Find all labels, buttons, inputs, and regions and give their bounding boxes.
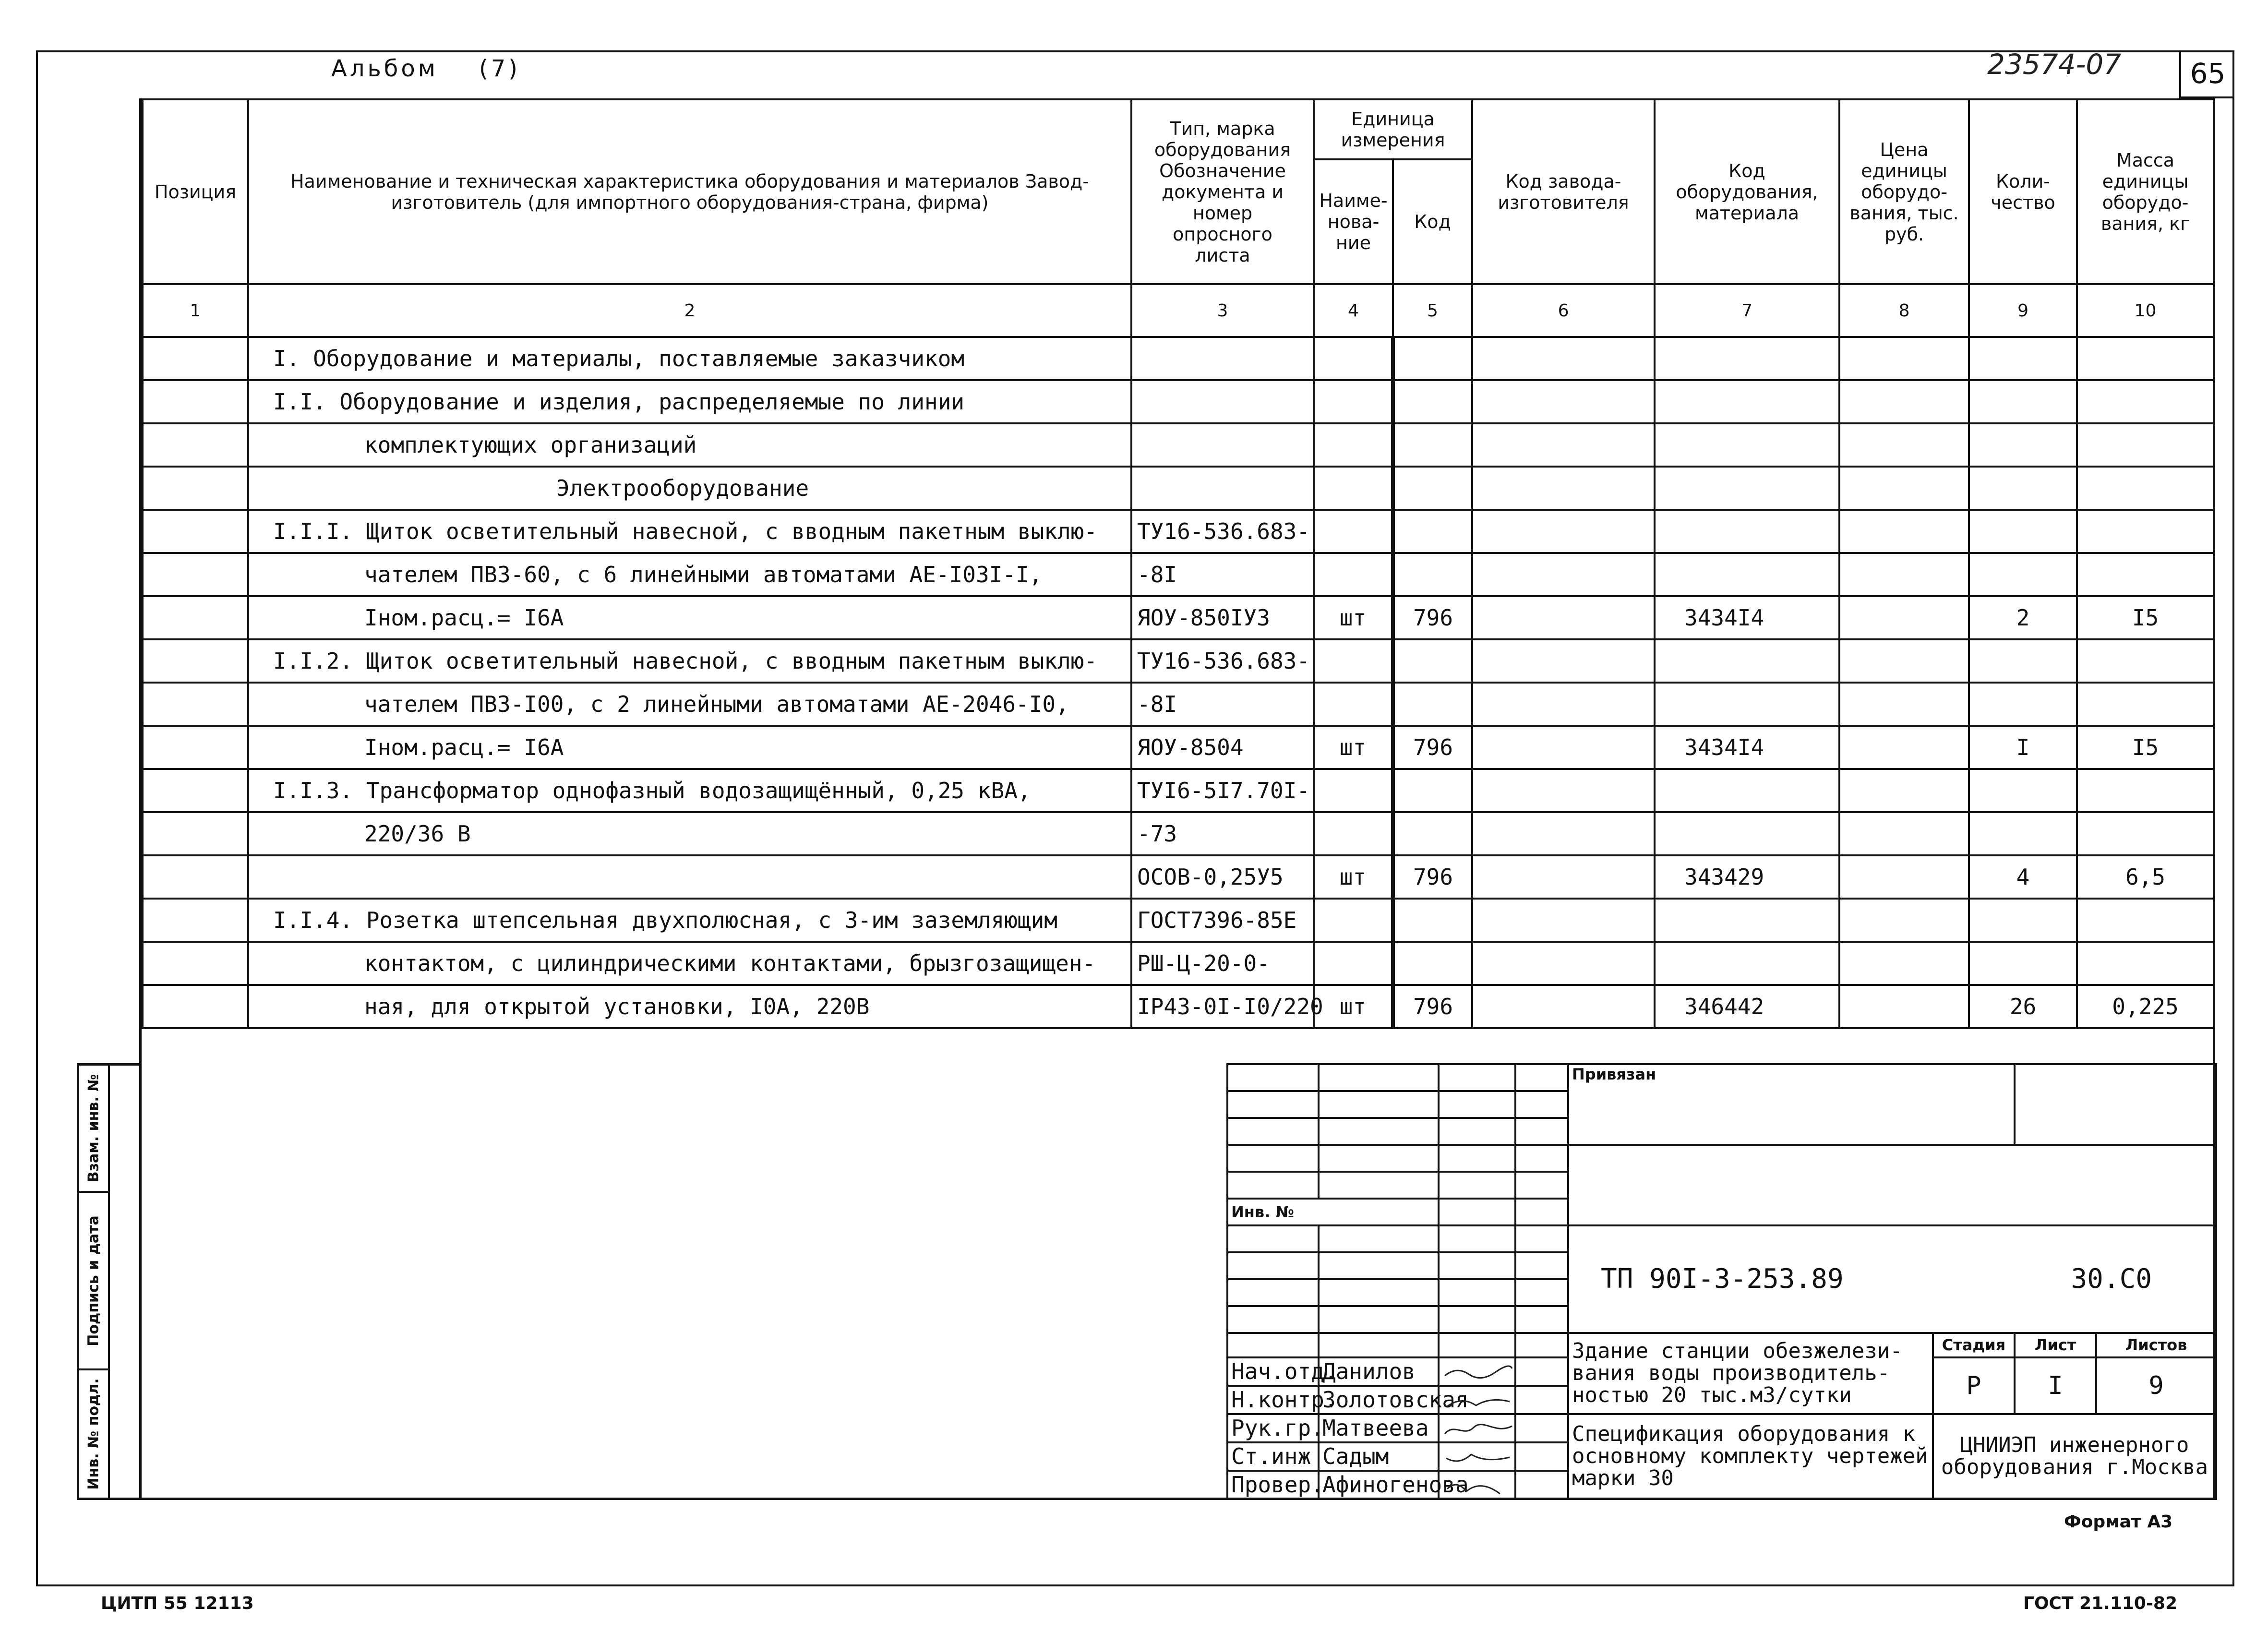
unit-name-cell	[1314, 683, 1393, 726]
unit-name-cell	[1314, 812, 1393, 855]
quantity-cell: 2	[1969, 596, 2077, 639]
mass-cell: 0,225	[2077, 985, 2214, 1028]
col-number: 2	[248, 284, 1131, 337]
attached-label: Привязан	[1568, 1064, 2015, 1145]
quantity-cell	[1969, 510, 2077, 553]
organization: ЦНИИЭП инженерного оборудования г.Москва	[1933, 1414, 2216, 1499]
pos-cell	[143, 553, 248, 596]
factory-code-cell	[1472, 423, 1655, 467]
unit-name-cell	[1314, 899, 1393, 942]
unit-code-cell	[1393, 769, 1472, 812]
name-cell: контактом, с цилиндрическими контактами, брызгозащищен-	[248, 942, 1131, 985]
material-code-cell: 343429	[1655, 855, 1839, 899]
side-stamp	[77, 1063, 142, 1500]
name-cell: комплектующих организаций	[248, 423, 1131, 467]
unit-code-cell	[1393, 380, 1472, 423]
col-header-quantity: Коли-чество	[1969, 99, 2077, 284]
factory-code-cell	[1472, 726, 1655, 769]
mass-cell	[2077, 553, 2214, 596]
col-number: 6	[1472, 284, 1655, 337]
factory-code-cell	[1472, 855, 1655, 899]
material-code-cell: 346442	[1655, 985, 1839, 1028]
role-2: Н.контр.	[1227, 1386, 1319, 1414]
quantity-cell	[1969, 899, 2077, 942]
type-cell: ТУI6-5I7.70I-	[1131, 769, 1314, 812]
stage-value: Р	[1933, 1357, 2015, 1414]
pos-cell	[143, 467, 248, 510]
factory-code-cell	[1472, 596, 1655, 639]
factory-code-cell	[1472, 985, 1655, 1028]
col-header-name: Наименование и техническая характеристика оборудования и материалов Завод-изготовитель (для импортного оборудования-страна, фирма)	[248, 99, 1131, 284]
stage-header: Стадия	[1933, 1333, 2015, 1357]
mass-cell: I5	[2077, 596, 2214, 639]
col-number: 8	[1839, 284, 1969, 337]
document-title: Спецификация оборудования к основному комплекту чертежей марки 30	[1568, 1414, 1933, 1499]
quantity-cell	[1969, 423, 2077, 467]
quantity-cell	[1969, 553, 2077, 596]
pos-cell	[143, 769, 248, 812]
material-code-cell	[1655, 639, 1839, 683]
name-cell: 220/36 В	[248, 812, 1131, 855]
unit-name-cell: шт	[1314, 855, 1393, 899]
unit-code-cell	[1393, 683, 1472, 726]
name-cell: I.I.2. Щиток осветительный навесной, с вводным пакетным выклю-	[248, 639, 1131, 683]
unit-name-cell	[1314, 942, 1393, 985]
unit-code-cell	[1393, 467, 1472, 510]
title-block	[1226, 1063, 2215, 1500]
album-number: (7)	[479, 55, 521, 82]
sheet-header: Лист	[2015, 1333, 2096, 1357]
album-label	[331, 55, 520, 82]
price-cell	[1839, 985, 1969, 1028]
col-header-mass: Масса единицы оборудо-вания, кг	[2077, 99, 2214, 284]
factory-code-cell	[1472, 510, 1655, 553]
page-number: 65	[2179, 50, 2234, 98]
unit-name-cell: шт	[1314, 596, 1393, 639]
name-cell: I.I.I. Щиток осветительный навесной, с вводным пакетным выклю-	[248, 510, 1131, 553]
signature-1	[1439, 1357, 1515, 1386]
table-row	[143, 553, 2214, 596]
factory-code-cell	[1472, 639, 1655, 683]
pos-cell	[143, 337, 248, 380]
unit-name-cell	[1314, 337, 1393, 380]
unit-code-cell: 796	[1393, 855, 1472, 899]
album-text: Альбом	[331, 55, 438, 82]
pos-cell	[143, 812, 248, 855]
price-cell	[1839, 726, 1969, 769]
price-cell	[1839, 337, 1969, 380]
material-code-cell	[1655, 467, 1839, 510]
unit-code-cell	[1393, 899, 1472, 942]
unit-name-cell: шт	[1314, 985, 1393, 1028]
factory-code-cell	[1472, 337, 1655, 380]
type-cell: ГОСТ7396-85Е	[1131, 899, 1314, 942]
type-cell	[1131, 467, 1314, 510]
role-5: Провер.	[1227, 1471, 1319, 1499]
material-code-cell	[1655, 423, 1839, 467]
mass-cell	[2077, 812, 2214, 855]
pos-cell	[143, 683, 248, 726]
name-5: Афиногенова	[1319, 1471, 1439, 1499]
mass-cell	[2077, 467, 2214, 510]
mass-cell	[2077, 337, 2214, 380]
price-cell	[1839, 769, 1969, 812]
material-code-cell: 3434I4	[1655, 726, 1839, 769]
quantity-cell	[1969, 467, 2077, 510]
type-cell	[1131, 423, 1314, 467]
name-cell: Iном.расц.= I6А	[248, 596, 1131, 639]
unit-name-cell	[1314, 639, 1393, 683]
role-3: Рук.гр.	[1227, 1414, 1319, 1442]
pos-cell	[143, 726, 248, 769]
table-row	[143, 467, 2214, 510]
type-cell: ТУ16-536.683-	[1131, 510, 1314, 553]
role-4: Ст.инж	[1227, 1442, 1319, 1471]
price-cell	[1839, 510, 1969, 553]
col-header-material-code: Код оборудования, материала	[1655, 99, 1839, 284]
col-header-unit-name: Наиме-нова-ние	[1314, 159, 1393, 284]
name-cell: I.I.3. Трансформатор однофазный водозащищённый, 0,25 кВА,	[248, 769, 1131, 812]
material-code-cell	[1655, 553, 1839, 596]
unit-code-cell: 796	[1393, 596, 1472, 639]
col-number: 7	[1655, 284, 1839, 337]
side-stamp-original-inv: Инв. № подл.	[85, 1378, 102, 1490]
table-row	[143, 726, 2214, 769]
mass-cell	[2077, 769, 2214, 812]
table-row	[143, 423, 2214, 467]
material-code-cell	[1655, 899, 1839, 942]
unit-name-cell	[1314, 380, 1393, 423]
type-cell: ЯОУ-8504	[1131, 726, 1314, 769]
name-cell: чателем ПВЗ-60, с 6 линейными автоматами АЕ-I03I-I,	[248, 553, 1131, 596]
pos-cell	[143, 985, 248, 1028]
pos-cell	[143, 380, 248, 423]
unit-name-cell	[1314, 467, 1393, 510]
col-header-unit-code: Код	[1393, 159, 1472, 284]
mass-cell: I5	[2077, 726, 2214, 769]
quantity-cell	[1969, 380, 2077, 423]
unit-name-cell: шт	[1314, 726, 1393, 769]
factory-code-cell	[1472, 812, 1655, 855]
col-number: 3	[1131, 284, 1314, 337]
col-number: 4	[1314, 284, 1393, 337]
price-cell	[1839, 596, 1969, 639]
unit-code-cell	[1393, 553, 1472, 596]
inv-no-label: Инв. №	[1227, 1199, 1439, 1225]
pos-cell	[143, 942, 248, 985]
col-number: 1	[143, 284, 248, 337]
material-code-cell	[1655, 380, 1839, 423]
table-row	[143, 899, 2214, 942]
table-row	[143, 380, 2214, 423]
quantity-cell	[1969, 812, 2077, 855]
unit-code-cell	[1393, 639, 1472, 683]
unit-code-cell: 796	[1393, 726, 1472, 769]
factory-code-cell	[1472, 467, 1655, 510]
col-header-position: Позиция	[143, 99, 248, 284]
name-cell	[248, 855, 1131, 899]
table-row	[143, 596, 2214, 639]
name-1: Данилов	[1319, 1357, 1439, 1386]
quantity-cell: 26	[1969, 985, 2077, 1028]
type-cell: -73	[1131, 812, 1314, 855]
type-cell: ОСОВ-0,25У5	[1131, 855, 1314, 899]
unit-code-cell	[1393, 423, 1472, 467]
format-label: Формат А3	[2064, 1512, 2173, 1532]
signature-4	[1439, 1442, 1515, 1471]
sheet-value: I	[2015, 1357, 2096, 1414]
factory-code-cell	[1472, 769, 1655, 812]
table-row	[143, 855, 2214, 899]
specification-table	[142, 98, 2215, 1029]
factory-code-cell	[1472, 942, 1655, 985]
unit-code-cell	[1393, 812, 1472, 855]
material-code-cell	[1655, 683, 1839, 726]
name-cell: I.I.4. Розетка штепсельная двухполюсная, с 3-им заземляющим	[248, 899, 1131, 942]
name-cell: Iном.расц.= I6А	[248, 726, 1131, 769]
quantity-cell	[1969, 639, 2077, 683]
quantity-cell	[1969, 683, 2077, 726]
drawing-mark: 30.С0	[2071, 1263, 2152, 1295]
signature-3	[1439, 1414, 1515, 1442]
signature-5	[1439, 1471, 1515, 1499]
signature-2	[1439, 1386, 1515, 1414]
name-cell: I. Оборудование и материалы, поставляемые заказчиком	[248, 337, 1131, 380]
table-row	[143, 769, 2214, 812]
type-cell: ЯОУ-850IУЗ	[1131, 596, 1314, 639]
type-cell	[1131, 337, 1314, 380]
col-header-type: Тип, марка оборудования Обозначение документа и номер опросного листа	[1131, 99, 1314, 284]
table-row	[143, 942, 2214, 985]
price-cell	[1839, 855, 1969, 899]
price-cell	[1839, 553, 1969, 596]
name-2: Золотовская	[1319, 1386, 1439, 1414]
factory-code-cell	[1472, 683, 1655, 726]
type-cell: -8I	[1131, 683, 1314, 726]
document-code: 23574-07	[1987, 48, 2122, 81]
mass-cell	[2077, 423, 2214, 467]
price-cell	[1839, 942, 1969, 985]
price-cell	[1839, 423, 1969, 467]
pos-cell	[143, 596, 248, 639]
sheets-value: 9	[2096, 1357, 2216, 1414]
factory-code-cell	[1472, 380, 1655, 423]
type-cell: -8I	[1131, 553, 1314, 596]
footer-left: ЦИТП 55 12113	[101, 1594, 254, 1613]
table-row	[143, 683, 2214, 726]
material-code-cell	[1655, 942, 1839, 985]
col-number: 9	[1969, 284, 2077, 337]
name-cell: I.I. Оборудование и изделия, распределяемые по линии	[248, 380, 1131, 423]
material-code-cell	[1655, 812, 1839, 855]
name-cell: Электрооборудование	[248, 467, 1131, 510]
unit-name-cell	[1314, 553, 1393, 596]
material-code-cell	[1655, 337, 1839, 380]
unit-code-cell	[1393, 942, 1472, 985]
col-number: 10	[2077, 284, 2214, 337]
quantity-cell: I	[1969, 726, 2077, 769]
unit-name-cell	[1314, 769, 1393, 812]
factory-code-cell	[1472, 553, 1655, 596]
price-cell	[1839, 683, 1969, 726]
pos-cell	[143, 855, 248, 899]
quantity-cell	[1969, 337, 2077, 380]
pos-cell	[143, 899, 248, 942]
sheets-header: Листов	[2096, 1333, 2216, 1357]
type-cell: РШ-Ц-20-0-	[1131, 942, 1314, 985]
type-cell	[1131, 380, 1314, 423]
price-cell	[1839, 812, 1969, 855]
name-4: Садым	[1319, 1442, 1439, 1471]
pos-cell	[143, 510, 248, 553]
quantity-cell	[1969, 942, 2077, 985]
unit-code-cell	[1393, 510, 1472, 553]
side-stamp-replace-inv: Взам. инв. №	[79, 1066, 108, 1193]
pos-cell	[143, 639, 248, 683]
material-code-cell	[1655, 769, 1839, 812]
footer-right: ГОСТ 21.110-82	[2023, 1594, 2178, 1613]
name-cell: ная, для открытой установки, I0А, 220В	[248, 985, 1131, 1028]
unit-code-cell: 796	[1393, 985, 1472, 1028]
mass-cell	[2077, 380, 2214, 423]
price-cell	[1839, 467, 1969, 510]
material-code-cell	[1655, 510, 1839, 553]
table-row	[143, 812, 2214, 855]
project-code: ТП 90I-3-253.89	[1601, 1263, 1844, 1295]
table-row	[143, 985, 2214, 1028]
role-1: Нач.отд.	[1227, 1357, 1319, 1386]
pos-cell	[143, 423, 248, 467]
unit-name-cell	[1314, 423, 1393, 467]
table-row	[143, 510, 2214, 553]
mass-cell	[2077, 510, 2214, 553]
side-stamp-signature-date: Подпись и дата	[79, 1193, 108, 1370]
building-name: Здание станции обезжелези-вания воды производитель-ностью 20 тыс.м3/сутки	[1568, 1333, 1933, 1414]
mass-cell	[2077, 683, 2214, 726]
type-cell: ТУ16-536.683-	[1131, 639, 1314, 683]
factory-code-cell	[1472, 899, 1655, 942]
table-row	[143, 337, 2214, 380]
col-number: 5	[1393, 284, 1472, 337]
price-cell	[1839, 899, 1969, 942]
mass-cell	[2077, 899, 2214, 942]
mass-cell	[2077, 942, 2214, 985]
table-row	[143, 639, 2214, 683]
price-cell	[1839, 380, 1969, 423]
unit-code-cell	[1393, 337, 1472, 380]
price-cell	[1839, 639, 1969, 683]
type-cell: IР43-0I-I0/220	[1131, 985, 1314, 1028]
material-code-cell: 3434I4	[1655, 596, 1839, 639]
col-header-unit: Единица измерения	[1314, 99, 1472, 159]
quantity-cell: 4	[1969, 855, 2077, 899]
name-3: Матвеева	[1319, 1414, 1439, 1442]
mass-cell: 6,5	[2077, 855, 2214, 899]
col-header-price: Цена единицы оборудо-вания, тыс. руб.	[1839, 99, 1969, 284]
quantity-cell	[1969, 769, 2077, 812]
col-header-factory-code: Код завода-изготовителя	[1472, 99, 1655, 284]
unit-name-cell	[1314, 510, 1393, 553]
mass-cell	[2077, 639, 2214, 683]
name-cell: чателем ПВЗ-I00, с 2 линейными автоматами АЕ-2046-I0,	[248, 683, 1131, 726]
